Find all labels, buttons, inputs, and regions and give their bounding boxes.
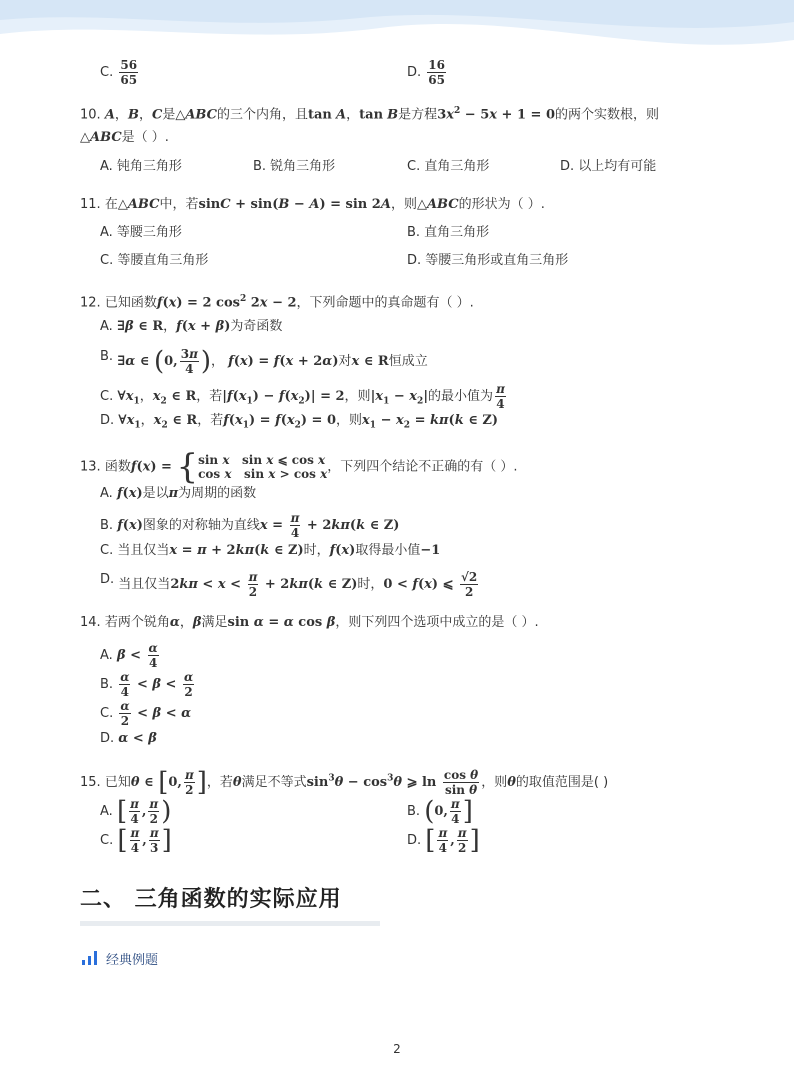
q15-stem: 15. 已知θ ∈ [0, $\frac{\pi}{2}$ ]，若θ满足不等式$\sin^3\theta - \cos^3\theta$ ⩾ ln $\frac{\text{cos θ}}{\text{sin θ}}$ ，则θ的取值范围是( ) — [80, 767, 609, 798]
q14-option-c: C. $\frac{\alpha}{2}$ < β < α — [100, 699, 192, 728]
q12-stem: 12. 已知函数f(x) = 2 $\cos^2 2x - 2$，下列命题中的真命题有（ ）. — [80, 294, 474, 311]
q15-option-a: A. [ $\frac{\pi}{4}$ , $\frac{\pi}{2}$ ) — [100, 796, 172, 827]
q13-stem: 13. 函数f(x) = {sin x sin x ⩽ cos x cos x sin x > cos x，下列四个结论不正确的有（ ）. — [80, 447, 518, 487]
q12-option-d: D. $\forall x_1$，$x_2$ ∈ R，若$f(x_1) = f(x_2) = 0$，则$x_1 - x_2 = k\pi(k$ ∈ Z) — [100, 413, 499, 431]
q13-option-c: C. 当且仅当x = π + 2kπ(k ∈ Z)时，f(x)取得最小值−1 — [100, 543, 441, 558]
bar-chart-icon — [82, 951, 98, 965]
q11-option-c: C. 等腰直角三角形 — [100, 253, 209, 268]
section-underline — [80, 921, 380, 926]
q13-option-d: D. 当且仅当2kπ < x < $\frac{\pi}{2}$ + 2kπ(k ∈ Z)时，0 < f(x) ⩽ $\frac{√2}{2}$ — [100, 570, 478, 599]
q11-option-b: B. 直角三角形 — [407, 225, 490, 240]
q14-option-a: A. β < $\frac{\alpha}{4}$ — [100, 641, 158, 670]
q11-option-d: D. 等腰三角形或直角三角形 — [407, 253, 569, 268]
q10-option-c: C. 直角三角形 — [407, 159, 490, 174]
q10-stem: 10. A，B，C是△ABC的三个内角，且tan A，tan B是方程$3x^2 - 5x + 1 = 0$的两个实数根，则 — [80, 106, 660, 123]
page-number: 2 — [393, 1042, 401, 1056]
q14-option-d: D. α < β — [100, 731, 157, 746]
q10-option-d: D. 以上均有可能 — [560, 159, 657, 174]
q9-option-d: D. $\frac{16}{65}$ — [407, 58, 445, 87]
section-title: 二、 三角函数的实际应用 — [80, 887, 342, 912]
q15-option-b: B. (0, $\frac{\pi}{4}$ ] — [407, 796, 473, 827]
q9-option-c: C. $\frac{56}{65}$ — [100, 58, 138, 87]
q13-option-a: A. f(x)是以π为周期的函数 — [100, 486, 257, 501]
q13-option-b: B. f(x)图象的对称轴为直线x = $\frac{\pi}{4}$ + 2kπ(k ∈ Z) — [100, 511, 400, 540]
q10-option-b: B. 锐角三角形 — [253, 159, 336, 174]
q15-option-c: C. [ $\frac{\pi}{4}$ , $\frac{\pi}{3}$ ] — [100, 825, 172, 856]
q10-stem-cont: △ABC是（ ）. — [80, 130, 169, 145]
q12-option-a: A. ∃β ∈ R，f(x + β)为奇函数 — [100, 319, 283, 334]
q12-option-b: B. ∃α ∈ (0, $\frac{3\pi}{4}$ )， f(x) = f(x + 2α)对x ∈ R恒成立 — [100, 346, 428, 377]
q14-stem: 14. 若两个锐角α，β满足sin α = α cos β，则下列四个选项中成立的是（ ）. — [80, 615, 539, 630]
q10-option-a: A. 钝角三角形 — [100, 159, 182, 174]
q11-option-a: A. 等腰三角形 — [100, 225, 182, 240]
q12-option-c: C. $\forall x_1$，$x_2$ ∈ R，若$|f(x_1) - f(x_2)| = 2$，则$|x_1 - x_2|$的最小值为 $\frac{\pi}{4}$ — [100, 382, 505, 411]
subsection-label: 经典例题 — [106, 953, 159, 968]
q15-option-d: D. [ $\frac{\pi}{4}$ , $\frac{\pi}{2}$ ] — [407, 825, 480, 856]
q11-stem: 11. 在△ABC中，若sinC + sin(B − A) = sin 2A，则△ABC的形状为（ ）. — [80, 197, 545, 212]
q14-option-b: B. $\frac{\alpha}{4}$ < β < $\frac{\alpha}{2}$ — [100, 670, 194, 699]
